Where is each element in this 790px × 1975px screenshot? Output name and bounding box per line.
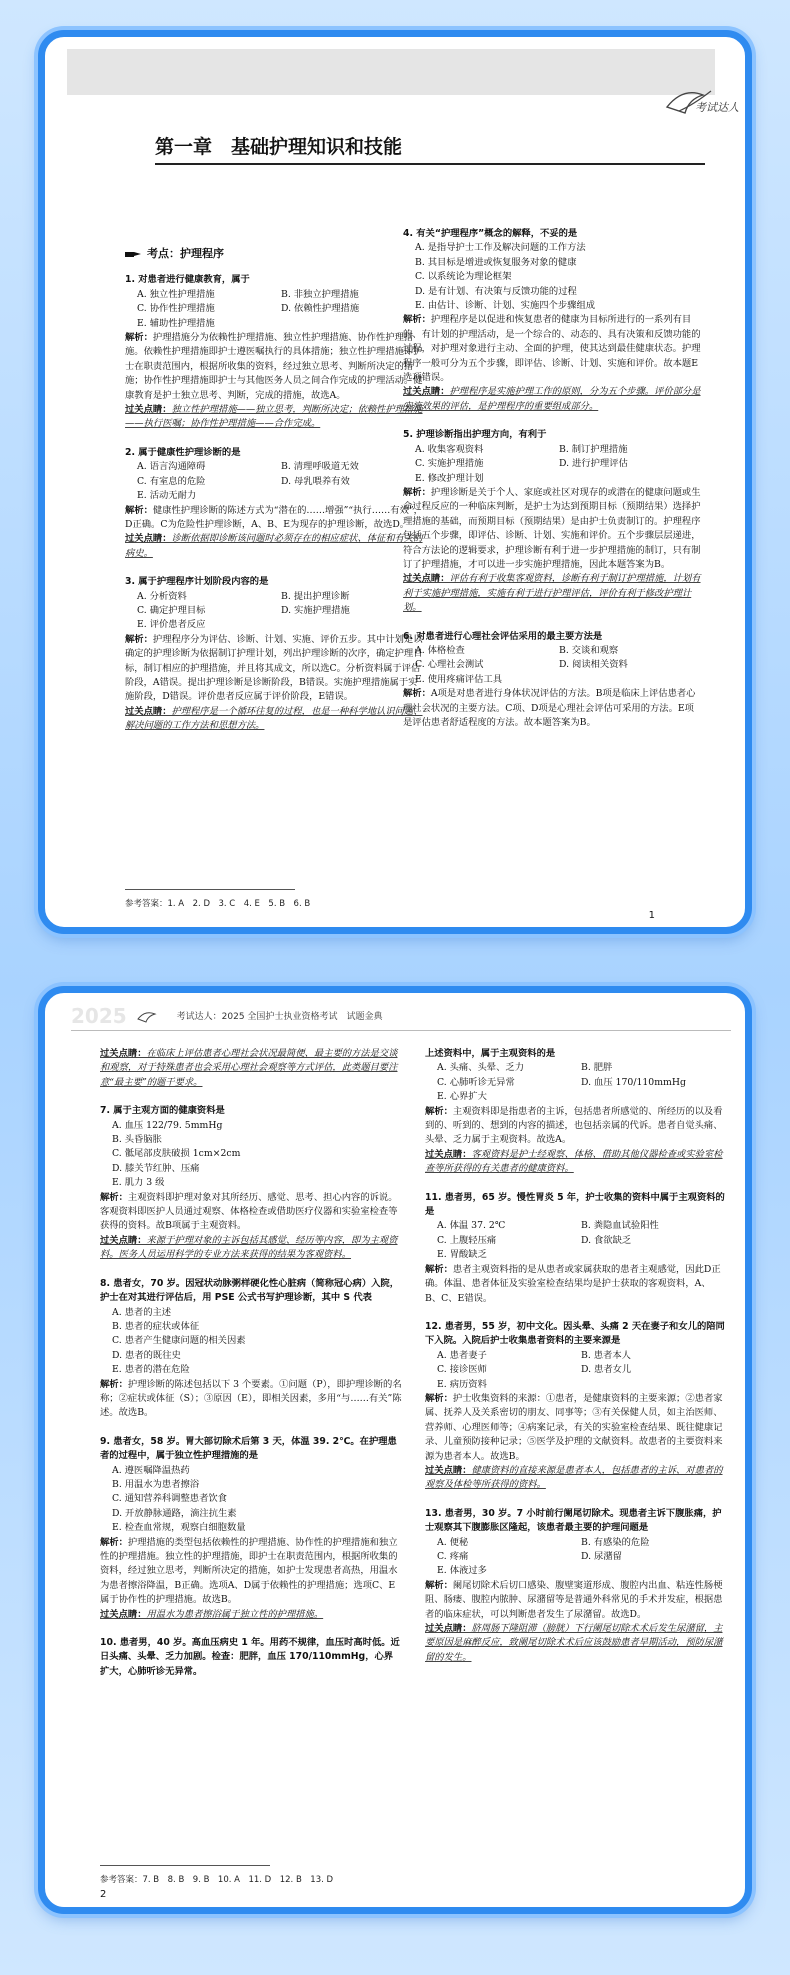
- question-stem: 6. 对患者进行心理社会评估采用的最主要方法是: [403, 630, 603, 642]
- answer-option: E. 体液过多: [437, 1565, 487, 1577]
- analysis-text: 解析：护理程序是以促进和恢复患者的健康为目标所进行的一系列有目的、有计划的护理活动，是一个综合的、动态的、具有决策和反馈功能的过程，对护理对象进行主动、全面的护理，使其达到最佳健康状态。护理程序一般可分为五个步骤，即评估、诊断、计划、实施和评价。故本题E选项错误。: [403, 314, 701, 384]
- page-2-card: [38, 986, 752, 1914]
- option-list: [425, 1061, 725, 1104]
- answer-option: E. 评价患者反应: [137, 619, 206, 631]
- chapter-title: 第一章 基础护理知识和技能: [155, 132, 705, 165]
- question-list: [100, 1104, 402, 1679]
- year-watermark: 2025: [71, 1003, 127, 1028]
- option-list: [125, 460, 425, 503]
- answer-option: C. 接诊医师: [437, 1364, 487, 1376]
- key-tip: 过关点睛：健康资料的直接来源是患者本人，包括患者的主诉、对患者的观察及体检等所获得的资料。: [425, 1464, 723, 1491]
- page-1-card: [38, 30, 752, 934]
- running-header-text: 考试达人：2025 全国护士执业资格考试 试题金典: [176, 1012, 383, 1022]
- page-1-right-column: [403, 227, 703, 744]
- option-list: [403, 443, 703, 486]
- question-stem: 12. 患者男，55 岁，初中文化。因头晕、头痛 2 天在妻子和女儿的陪同下入院。入院后护士收集患者资料的主要来源是: [425, 1320, 725, 1347]
- key-tip: 过关点睛：客观资料是护士经观察、体格、借助其他仪器检查或实验室检查等所获得的有关患者的健康资料。: [425, 1148, 723, 1175]
- pointing-hand-icon: [125, 249, 141, 259]
- answer-option: B. 有感染的危险: [581, 1536, 650, 1548]
- question-block: [100, 1636, 402, 1679]
- answer-option: E. 病历资料: [437, 1378, 487, 1390]
- answer-option: D. 膝关节红肿、压痛: [112, 1162, 200, 1174]
- running-header: [71, 1001, 731, 1031]
- answer-option: D. 母乳喂养有效: [281, 475, 350, 487]
- question-block: [100, 1104, 402, 1262]
- answer-option: C. 心理社会测试: [415, 659, 484, 671]
- answer-option: A. 血压 122/79. 5mmHg: [112, 1119, 223, 1131]
- answer-option: D. 阅读相关资料: [559, 659, 628, 671]
- answer-option: A. 分析资料: [137, 590, 187, 602]
- question-stem: 3. 属于护理程序计划阶段内容的是: [125, 576, 269, 588]
- answer-option: A. 体格检查: [415, 644, 465, 656]
- answer-option: C. 疼痛: [437, 1551, 469, 1562]
- answer-key: 参考答案：7. B 8. B 9. B 10. A 11. D 12. B 13. D: [100, 1875, 334, 1885]
- answer-option: D. 依赖性护理措施: [281, 303, 360, 315]
- question-stem: 11. 患者男，65 岁。慢性胃炎 5 年，护士收集的资料中属于主观资料的是: [425, 1191, 725, 1218]
- question-block: [425, 1507, 725, 1665]
- answer-option: C. 有室息的危险: [137, 475, 206, 487]
- question-block: [125, 575, 425, 733]
- answer-option: C. 通知营养科调整患者饮食: [112, 1493, 227, 1505]
- key-tip: 过关点睛：护理程序是一个循环往复的过程，也是一种科学地认识问题、解决问题的工作方法和思想方法。: [125, 705, 423, 732]
- brand-logo-text: 考试达人: [695, 101, 739, 114]
- answer-option: A. 收集客观资料: [415, 443, 484, 455]
- answer-option: B. 制订护理措施: [559, 443, 628, 455]
- question-block: [425, 1320, 725, 1493]
- answer-option: D. 患者女儿: [581, 1364, 632, 1376]
- question-list: [425, 1047, 725, 1665]
- question-stem: 9. 患者女，58 岁。胃大部切除术后第 3 天，体温 39. 2℃。在护理患者的过程中，属于独立性护理措施的是: [100, 1435, 397, 1462]
- page-number: 2: [100, 1889, 107, 1900]
- answer-option: A. 患者的主述: [112, 1306, 172, 1318]
- analysis-text: 解析：患者主观资料指的是从患者或家属获取的患者主观感觉，因此D正确。体温、患者体征及实验室检查结果均是护士获取的客观资料，A、B、C、E错误。: [425, 1263, 721, 1304]
- answer-option: A. 便秘: [437, 1536, 469, 1548]
- analysis-text: 解析：主观资料即护理对象对其所经历、感觉、思考、担心内容的诉说。客观资料即医护人员通过观察、体格检查或借助医疗仪器和实验室检查等获得的资料。故B项属于主观资料。: [100, 1191, 398, 1232]
- question-stem: 8. 患者女，70 岁。因冠状动脉粥样硬化性心脏病（简称冠心病）入院，护士在对其进行评估后，用 PSE 公式书写护理诊断，其中 S 代表: [100, 1277, 400, 1304]
- answer-option: A. 遵医嘱降温热药: [112, 1464, 190, 1476]
- analysis-text: 解析：护理措施的类型包括依赖性的护理措施、协作性的护理措施和独立性的护理措施。独立性的护理措施，即护士在职责范围内，根据所收集的资料，经过独立思考，判断所决定的措施，如护士发现患者高热，用温水为患者擦浴降温，B正确。选项A、D属于依赖性的护理措施；选项C、E属于协作性的护理措施。故选B。: [100, 1536, 398, 1606]
- key-tip: 过关点睛：脐周肠下隆阻滞（膀胱）下行阑尾切除术术后发生尿潴留，主要原因是麻醉反应，致阑尾切除术术后应该鼓励患者早期活动，预防尿潴留的发生。: [425, 1623, 723, 1663]
- option-list: [100, 1119, 402, 1191]
- analysis-text: 解析：护理诊断的陈述包括以下 3 个要素。①问题（P），即护理诊断的名称；②症状或体征（S）；③原因（E），即相关因素，多用“与……有关”陈述。故选B。: [100, 1378, 402, 1419]
- answer-option: E. 活动无耐力: [137, 490, 197, 502]
- answer-option: B. 交谈和观察: [559, 644, 619, 656]
- answer-option: D. 尿潴留: [581, 1551, 622, 1562]
- header-band: [67, 49, 715, 95]
- question-list: [403, 227, 703, 730]
- option-list: [403, 241, 703, 313]
- option-list: [403, 644, 703, 687]
- answer-option: B. 用温水为患者擦浴: [112, 1478, 200, 1490]
- answer-option: A. 体温 37. 2℃: [437, 1220, 506, 1232]
- answer-option: C. 心肺听诊无异常: [437, 1076, 515, 1088]
- question-block: [403, 630, 703, 731]
- answer-option: B. 肥胖: [581, 1062, 613, 1074]
- answer-option: D. 进行护理评估: [559, 458, 628, 470]
- answer-option: A. 语言沟通障碍: [137, 461, 206, 473]
- answer-option: C. 患者产生健康问题的相关因素: [112, 1335, 246, 1347]
- answer-option: C. 实施护理措施: [415, 458, 484, 470]
- option-list: [425, 1536, 725, 1579]
- question-block: [425, 1191, 725, 1306]
- page-2-left-column: [100, 1047, 402, 1693]
- answer-option: D. 实施护理措施: [281, 604, 350, 616]
- key-tip: 过关点睛：独立性护理措施——独立思考，判断所决定；依赖性护理措施——执行医嘱；协作性护理措施——合作完成。: [125, 404, 423, 430]
- option-list: [125, 288, 425, 331]
- answer-option: D. 血压 170/110mmHg: [581, 1076, 686, 1088]
- page-number: 1: [648, 910, 655, 921]
- key-tip: 过关点睛：护理程序是实施护理工作的原则，分为五个步骤。评价部分是实施效果的评估，是护理程序的重要组成部分。: [403, 386, 701, 412]
- key-tip: 过关点睛：诊断依据即诊断该问题时必须存在的相应症状、体征和有关的病史。: [125, 533, 423, 559]
- key-tip: 过关点睛：来源于护理对象的主诉包括其感觉、经历等内容，即为主观资料。医务人员运用科学的专业方法来获得的结果为客观资料。: [100, 1234, 398, 1261]
- page-2-right-column: [425, 1047, 725, 1679]
- question-block: [425, 1047, 725, 1177]
- answer-option: C. 以系统论为理论框架: [415, 271, 512, 283]
- answer-option: B. 清理呼吸道无效: [281, 461, 359, 473]
- analysis-text: 解析：主观资料即是指患者的主诉，包括患者所感觉的、所经历的以及看到的、听到的、想到的内容的描述，也包括亲属的代诉。患者自觉头痛、头晕、乏力属于主观资料。故选A。: [425, 1105, 723, 1146]
- answer-option: C. 协作性护理措施: [137, 303, 215, 315]
- answer-option: D. 患者的既往史: [112, 1349, 181, 1361]
- answer-option: E. 胃酸缺乏: [437, 1249, 487, 1261]
- answer-option: E. 使用疼痛评估工具: [415, 673, 503, 685]
- option-list: [125, 590, 425, 633]
- question-stem: 4. 有关“护理程序”概念的解释，不妥的是: [403, 228, 578, 239]
- answer-option: D. 是有计划、有决策与反馈功能的过程: [415, 285, 577, 297]
- option-list: [100, 1464, 402, 1536]
- question-block: [125, 446, 425, 561]
- answer-option: B. 其目标是增进或恢复服务对象的健康: [415, 256, 577, 268]
- answer-option: A. 是指导护士工作及解决问题的工作方法: [415, 242, 586, 254]
- question-stem: 上述资料中，属于主观资料的是: [425, 1048, 556, 1059]
- answer-option: C. 骶尾部皮肤破损 1cm×2cm: [112, 1148, 241, 1160]
- analysis-text: 解析：健康性护理诊断的陈述方式为“潜在的……增强”“执行……有效”，D正确。C为危险性护理诊断，A、B、E为现存的护理诊断，故选D。: [125, 504, 423, 530]
- answer-option: A. 头痛、头晕、乏力: [437, 1062, 524, 1074]
- key-tip: 过关点睛：评估有利于收集客观资料，诊断有利于制订护理措施，计划有利于实施护理措施，实施有利于进行护理评估，评价有利于修改护理计划。: [403, 573, 701, 614]
- analysis-text: 解析：护理措施分为依赖性护理措施、独立性护理措施、协作性护理措施。依赖性护理措施即护士遵医嘱执行的具体措施；独立性护理措施即护士在职责范围内，根据所收集的资料，经过独立思考、判断所决定的措施；协作性护理措施即护士与其他医务人员之间合作完成的护理活动。健康教育是护士独立思考、判断，完成的措施，故选A。: [125, 332, 423, 401]
- answer-option: E. 患者的潜在危险: [112, 1364, 190, 1376]
- answer-option: E. 修改护理计划: [415, 472, 484, 484]
- brand-logo-icon: [135, 1007, 169, 1025]
- answer-option: B. 患者本人: [581, 1349, 631, 1361]
- answer-option: B. 头昏脑胀: [112, 1134, 162, 1146]
- question-stem: 2. 属于健康性护理诊断的是: [125, 446, 241, 458]
- question-stem: 7. 属于主观方面的健康资料是: [100, 1105, 225, 1117]
- answer-option: A. 独立性护理措施: [137, 288, 215, 300]
- question-block: [100, 1277, 402, 1421]
- analysis-text: 解析：护理程序分为评估、诊断、计划、实施、评价五步。其中计划是以确定的护理诊断为依据制订护理计划，列出护理诊断的次序，确定护理目标，制订相应的护理措施，并且将其成文，所以选C。分析资料属于评估阶段，A错误。提出护理诊断是诊断阶段，B错误。实施护理措施属于实施阶段，D错误。评价患者反应属于评价阶段，E错误。: [125, 633, 423, 703]
- answer-option: E. 心界扩大: [437, 1091, 487, 1103]
- analysis-text: 解析：护理诊断是关于个人、家庭或社区对现存的或潜在的健康问题或生命过程反应的一种临床判断，是护士为达到预期目标（预期结果）选择护理措施的基础，而预期目标（预期结果）是由护士负责制订的。护理程序包括五个步骤，即评估、诊断、计划、实施和评价。五个步骤层层递进，符合方法论的逻辑要求，护理诊断有利于进一步护理措施的制订，只有制订了护理措施，才可以进一步实施护理措施，因此本题答案为B。: [403, 486, 701, 570]
- answer-option: A. 患者妻子: [437, 1349, 487, 1361]
- option-list: [100, 1306, 402, 1378]
- option-list: [425, 1219, 725, 1262]
- answer-option: E. 肌力 3 级: [112, 1177, 165, 1189]
- answer-option: E. 检查血常规，观察白细胞数量: [112, 1522, 246, 1534]
- answer-option: C. 确定护理目标: [137, 604, 206, 616]
- analysis-text: 解析：护士收集资料的来源：①患者，是健康资料的主要来源；②患者家属、抚养人及关系密切的朋友、同事等；③有关保健人员，如主治医师、营养师、心理医师等；④病案记录，有关的实验室检查结果、既往健康记录、儿童预防接种记录；⑤医学及护理的文献资料。故患者的主要资料来源为患者本人。故选B。: [425, 1392, 723, 1462]
- question-block: [125, 273, 425, 431]
- answer-option: D. 开放静脉通路，滴注抗生素: [112, 1507, 237, 1519]
- answer-key: 参考答案：1. A 2. D 3. C 4. E 5. B 6. B: [125, 899, 311, 909]
- question-block: [403, 227, 703, 414]
- page-1-left-column: [125, 247, 425, 748]
- question-list: [125, 273, 425, 733]
- question-stem: 1. 对患者进行健康教育，属于: [125, 274, 250, 286]
- answer-option: B. 非独立护理措施: [281, 288, 359, 300]
- answer-option: E. 辅助性护理措施: [137, 317, 215, 329]
- answer-option: C. 上腹轻压痛: [437, 1234, 497, 1246]
- question-stem: 5. 护理诊断指出护理方向，有利于: [403, 429, 547, 441]
- key-tip: 过关点睛：用温水为患者擦浴属于独立性的护理措施。: [100, 1608, 324, 1620]
- question-stem: 10. 患者男，40 岁。高血压病史 1 年。用药不规律，血压时高时低。近日头痛、头晕、乏力加剧。检查：肥胖，血压 170/110mmHg，心界扩大，心肺听诊无异常。: [100, 1637, 400, 1677]
- answer-option: D. 食欲缺乏: [581, 1234, 632, 1246]
- option-list: [425, 1349, 725, 1392]
- analysis-text: 解析：A项是对患者进行身体状况评估的方法。B项是临床上评估患者心理社会状况的主要方法。C项、D项是心理社会评估可采用的方法。E项是评估患者舒适程度的方法。故本题答案为B。: [403, 688, 696, 728]
- section-heading: 考点：护理程序: [125, 247, 425, 261]
- question-block: [403, 428, 703, 615]
- carryover-tip: 过关点睛：在临床上评估患者心理社会状况最简便、最主要的方法是交谈和观察，对于特殊患者也会采用心理社会观察等方式评估，此类题目要注意“最主要”的题干要求。: [100, 1048, 398, 1088]
- answer-option: B. 提出护理诊断: [281, 590, 350, 602]
- answer-option: E. 由估计、诊断、计划、实施四个步骤组成: [415, 300, 596, 312]
- question-block: [100, 1435, 402, 1622]
- answer-option: B. 粪隐血试验阳性: [581, 1220, 659, 1232]
- answer-option: B. 患者的症状或体征: [112, 1320, 200, 1332]
- analysis-text: 解析：阑尾切除术后切口感染、腹壁窦道形成、腹腔内出血、粘连性肠梗阻、肠瘘、腹腔内脓肿、尿潴留等是普通外科常见的手术并发症，根据患者的临床症状，可以判断患者发生了尿潴留。故选D。: [425, 1579, 723, 1620]
- question-stem: 13. 患者男，30 岁。7 小时前行阑尾切除术。现患者主诉下腹胀痛，护士观察其下腹膨胀区隆起，该患者最主要的护理问题是: [425, 1507, 722, 1534]
